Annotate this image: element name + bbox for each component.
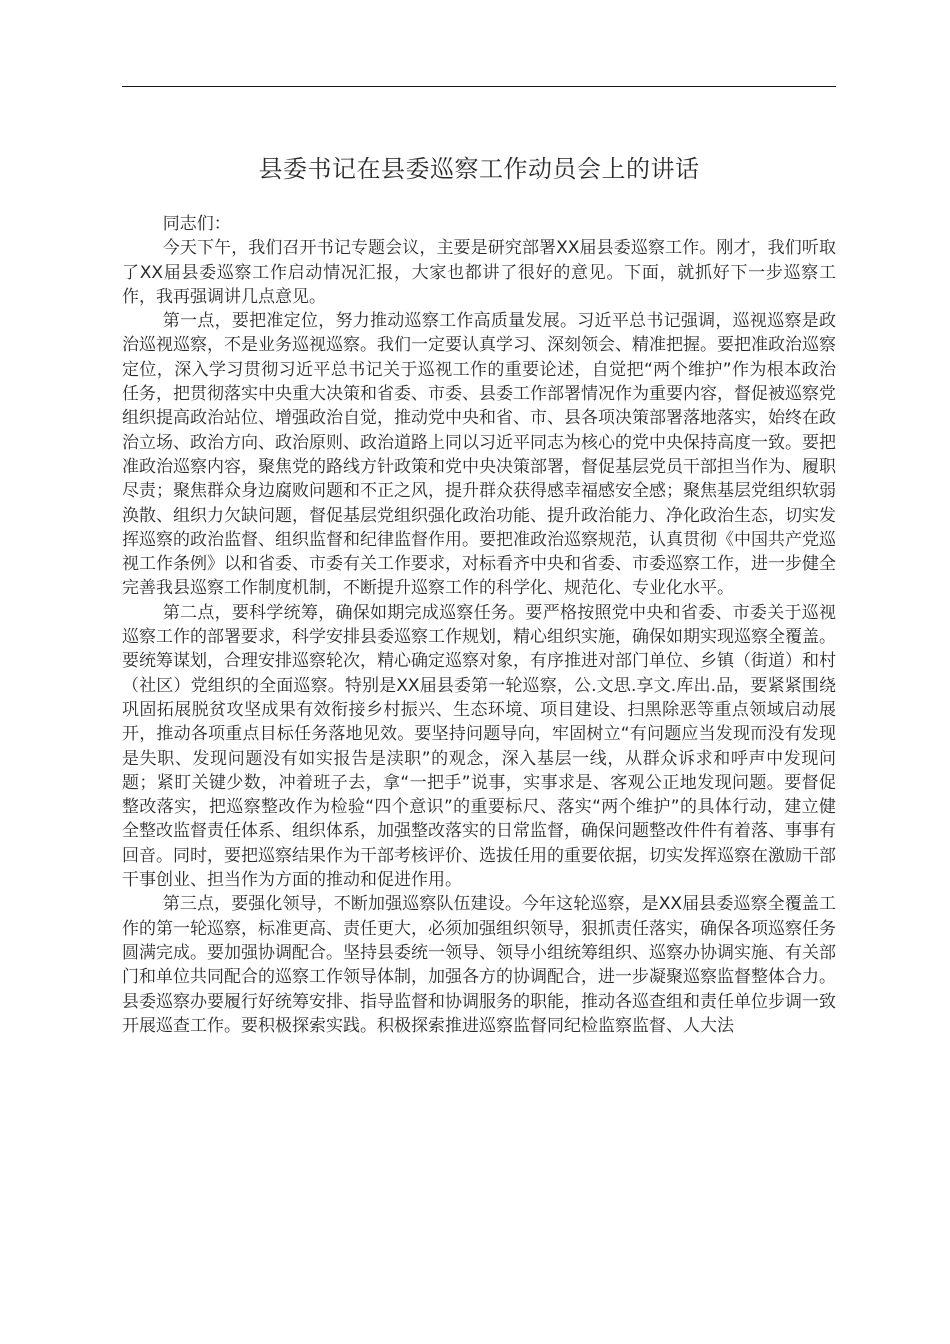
salutation: 同志们： bbox=[162, 214, 231, 234]
document-title: 县委书记在县委巡察工作动员会上的讲话 bbox=[258, 155, 700, 183]
paragraph-point-two: 第二点，要科学统筹，确保如期完成巡察任务。要严格按照党中央和省委、市委关于巡视巡察工作的部署要求，科学安排县委巡察工作规划，精心组织实施，确保如期实现巡察全覆盖。要统筹谋划，合理安排巡察轮次，精心确定巡察对象，有序推进对部门单位、乡镇（街道）和村（社区）党组织的全面巡察。特别是XX届县委第一轮巡察，公.文思.享文.库出.品，要紧紧围绕巩固拓展脱贫攻坚成果有效衔接乡村振兴、生态环境、项目建设、扫黑除恶等重点领域启动展开，推动各项重点目标任务落地见效。要坚持问题导向，牢固树立“有问题应当发现而没有发现是失职、发现问题没有如实报告是渎职”的观念，深入基层一线，从群众诉求和呼声中发现问题；紧盯关键少数，冲着班子去，拿“一把手”说事，实事求是、客观公正地发现问题。要督促整改落实，把巡察整改作为检验“四个意识”的重要标尺、落实“两个维护”的具体行动，建立健全整改监督责任体系、组织体系，加强整改落实的日常监督，确保问题整改件件有着落、事事有回音。同时，要把巡察结果作为干部考核评价、选拔任用的重要依据，切实发挥巡察在激励干部干事创业、担当作为方面的推动和促进作用。 bbox=[122, 602, 836, 891]
paragraph-intro: 今天下午，我们召开书记专题会议，主要是研究部署XX届县委巡察工作。刚才，我们听取了XX届县委巡察工作启动情况汇报，大家也都讲了很好的意见。下面，就抓好下一步巡察工作，我再强调讲几点意见。 bbox=[122, 238, 836, 307]
document-body bbox=[122, 212, 836, 1038]
header-rule bbox=[122, 86, 836, 87]
paragraph-point-one: 第一点，要把准定位，努力推动巡察工作高质量发展。习近平总书记强调，巡视巡察是政治巡视巡察，不是业务巡视巡察。我们一定要认真学习、深刻领会、精准把握。要把准政治巡察定位，深入学习贯彻习近平总书记关于巡视工作的重要论述，自觉把“两个维护”作为根本政治任务，把贯彻落实中央重大决策和省委、市委、县委工作部署情况作为重要内容，督促被巡察党组织提高政治站位、增强政治自觉，推动党中央和省、市、县各项决策部署落地落实，始终在政治立场、政治方向、政治原则、政治道路上同以习近平同志为核心的党中央保持高度一致。要把准政治巡察内容，聚焦党的路线方针政策和党中央决策部署，督促基层党员干部担当作为、履职尽责；聚焦群众身边腐败问题和不正之风，提升群众获得感幸福感安全感；聚焦基层党组织软弱涣散、组织力欠缺问题，督促基层党组织强化政治功能、提升政治能力、净化政治生态，切实发挥巡察的政治监督、组织监督和纪律监督作用。要把准政治巡察规范，认真贯彻《中国共产党巡视工作条例》以和省委、市委有关工作要求，对标看齐中央和省委、市委巡察工作，进一步健全完善我县巡察工作制度机制，不断提升巡察工作的科学化、规范化、专业化水平。 bbox=[122, 311, 836, 599]
paragraph-point-three: 第三点，要强化领导，不断加强巡察队伍建设。今年这轮巡察，是XX届县委巡察全覆盖工作的第一轮巡察，标准更高、责任更大，必须加强组织领导，狠抓责任落实，确保各项巡察任务圆满完成。要加强协调配合。坚持县委统一领导、领导小组统筹组织、巡察办协调实施、有关部门和单位共同配合的巡察工作领导体制，加强各方的协调配合，进一步凝聚巡察监督整体合力。县委巡察办要履行好统筹安排、指导监督和协调服务的职能，推动各巡查组和责任单位步调一致开展巡查工作。要积极探索实践。积极探索推进巡察监督同纪检监察监督、人大法 bbox=[122, 894, 836, 1036]
